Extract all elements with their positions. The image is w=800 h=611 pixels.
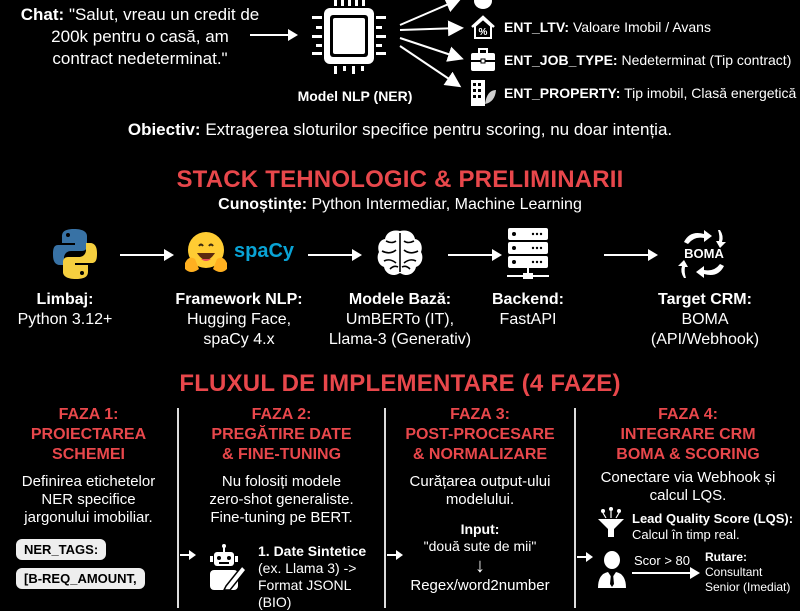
ner-tag-value-pill: [B-REQ_AMOUNT, bbox=[16, 568, 145, 589]
entity-row-ltv bbox=[470, 14, 711, 40]
chat-label: Chat: bbox=[20, 5, 65, 24]
flow-section-title: FLUXUL DE IMPLEMENTARE (4 FAZE) bbox=[179, 370, 621, 397]
hugging-face-icon bbox=[182, 228, 230, 276]
phase-title: FAZA 3: POST-PROCESARE & NORMALIZARE bbox=[405, 406, 555, 463]
routing-label: Rutare: bbox=[705, 550, 748, 564]
stack-item-label: Target CRM: bbox=[658, 291, 752, 308]
entity-value: Tip imobil, Clasă energetică bbox=[624, 85, 797, 101]
svg-text:%: % bbox=[478, 27, 488, 38]
entity-key: ENT_LTV: bbox=[504, 19, 570, 35]
briefcase-icon bbox=[470, 47, 496, 73]
routing-line: Consultant bbox=[705, 565, 763, 579]
entity-key: ENT_PROPERTY: bbox=[504, 85, 621, 101]
synthetic-data-step bbox=[258, 543, 366, 611]
stack-item-value: UmBERTo (IT), bbox=[345, 311, 455, 328]
fan-out-arrows bbox=[398, 0, 472, 100]
chat-message bbox=[20, 4, 260, 70]
entity-value: Valoare Imobil / Avans bbox=[572, 19, 711, 35]
house-percent-icon bbox=[470, 14, 496, 40]
lqs-text: Calcul în timp real. bbox=[632, 527, 740, 542]
down-arrow-icon: ↓ bbox=[475, 555, 485, 577]
phase-description: Curățarea output-ului modelului. bbox=[409, 473, 551, 508]
step-line: (BIO) bbox=[258, 594, 292, 610]
brain-icon bbox=[373, 226, 427, 280]
routing-block bbox=[705, 550, 790, 595]
arrow-stack-3 bbox=[448, 254, 500, 256]
stack-item-crm bbox=[630, 290, 780, 350]
phase-arrow-3 bbox=[577, 556, 591, 558]
spacy-logo: spaCy bbox=[234, 240, 295, 262]
step-title: 1. Date Sintetice bbox=[258, 543, 367, 559]
objective-line bbox=[0, 120, 800, 140]
process-label: Regex/word2number bbox=[410, 577, 550, 594]
phase-3 bbox=[386, 405, 574, 594]
arrow-stack-1 bbox=[120, 254, 172, 256]
stack-item-value: BOMA bbox=[681, 311, 729, 328]
stack-item-models bbox=[320, 290, 480, 350]
phase-description: Definirea etichetelor NER specifice jargonului imobiliar. bbox=[21, 473, 156, 526]
phase-description: Conectare via Webhook și calcul LQS. bbox=[600, 469, 776, 504]
knowledge-line bbox=[0, 196, 800, 214]
stack-item-label: Framework NLP: bbox=[175, 291, 303, 308]
stack-item-value: Python 3.12+ bbox=[17, 311, 113, 328]
phase-description: Nu folosiți modele zero-shot generaliste. Fine-tuning pe BERT. bbox=[209, 473, 354, 526]
routing-arrow bbox=[632, 572, 698, 574]
knowledge-label: Cunoștințe: bbox=[218, 196, 308, 213]
objective-text: Extragerea sloturilor specifice pentru scoring, nu doar intenția. bbox=[205, 120, 673, 139]
phase-2 bbox=[179, 405, 384, 527]
model-nlp-label: Model NLP (NER) bbox=[297, 88, 413, 104]
phase-title: FAZA 2: PREGĂTIRE DATE & FINE-TUNING bbox=[211, 406, 352, 463]
phase-arrow-1 bbox=[180, 554, 194, 556]
stack-item-label: Backend: bbox=[491, 291, 565, 308]
entity-value: Nedeterminat (Tip contract) bbox=[621, 52, 792, 68]
phase-title: FAZA 1: PROIECTAREA SCHEMEI bbox=[30, 406, 147, 463]
ner-tags-pill: NER_TAGS: bbox=[16, 539, 106, 560]
boma-cycle-icon bbox=[676, 226, 732, 282]
building-leaf-icon bbox=[470, 80, 496, 106]
stack-item-value: FastAPI bbox=[499, 311, 557, 328]
input-label: Input: bbox=[460, 521, 500, 537]
entity-row-amount bbox=[470, 0, 496, 12]
cpu-chip-icon bbox=[308, 0, 390, 78]
phase-1 bbox=[0, 405, 177, 589]
server-icon bbox=[504, 226, 552, 282]
funnel-icon bbox=[596, 507, 626, 539]
stack-item-language bbox=[0, 290, 140, 330]
stack-section-title: STACK TEHNOLOGIC & PRELIMINARII bbox=[176, 166, 624, 193]
objective-label: Obiectiv: bbox=[127, 120, 201, 139]
lqs-label: Lead Quality Score (LQS): bbox=[632, 511, 794, 526]
entity-row-job-type bbox=[470, 47, 791, 73]
input-value: "două sute de mii" bbox=[423, 538, 537, 554]
normalization-example bbox=[386, 521, 574, 594]
phase-4 bbox=[576, 405, 800, 505]
stack-item-value: (API/Webhook) bbox=[650, 331, 760, 348]
knowledge-text: Python Intermediar, Machine Learning bbox=[311, 196, 582, 213]
robot-writing-icon bbox=[206, 542, 250, 592]
stack-item-framework bbox=[164, 290, 314, 350]
stack-item-backend bbox=[478, 290, 578, 330]
step-line: (ex. Llama 3) -> bbox=[258, 560, 357, 576]
stack-item-label: Modele Bază: bbox=[348, 291, 452, 308]
routing-line: Senior (Imediat) bbox=[705, 580, 791, 594]
stack-item-value: Hugging Face, bbox=[186, 311, 292, 328]
stack-item-value: Llama-3 (Generativ) bbox=[328, 331, 472, 348]
step-line: Format JSONL bbox=[258, 577, 352, 593]
python-logo-icon bbox=[50, 226, 100, 282]
entity-key: ENT_JOB_TYPE: bbox=[504, 52, 618, 68]
score-condition: Scor > 80 bbox=[634, 553, 691, 568]
lqs-block bbox=[632, 511, 793, 543]
phase-title: FAZA 4: INTEGRARE CRM BOMA & SCORING bbox=[616, 406, 760, 463]
arrow-stack-2 bbox=[308, 254, 360, 256]
stack-item-value: spaCy 4.x bbox=[203, 331, 275, 348]
money-bag-icon bbox=[470, 0, 496, 12]
boma-logo-text: BOMA bbox=[684, 246, 724, 261]
arrow-stack-4 bbox=[604, 254, 656, 256]
stack-item-label: Limbaj: bbox=[36, 291, 94, 308]
entity-row-property bbox=[470, 80, 796, 106]
chat-text: "Salut, vreau un credit de 200k pentru o casă, am contract nedeterminat." bbox=[51, 5, 260, 68]
arrow-chat-to-model bbox=[250, 34, 296, 36]
consultant-person-icon bbox=[596, 550, 628, 590]
